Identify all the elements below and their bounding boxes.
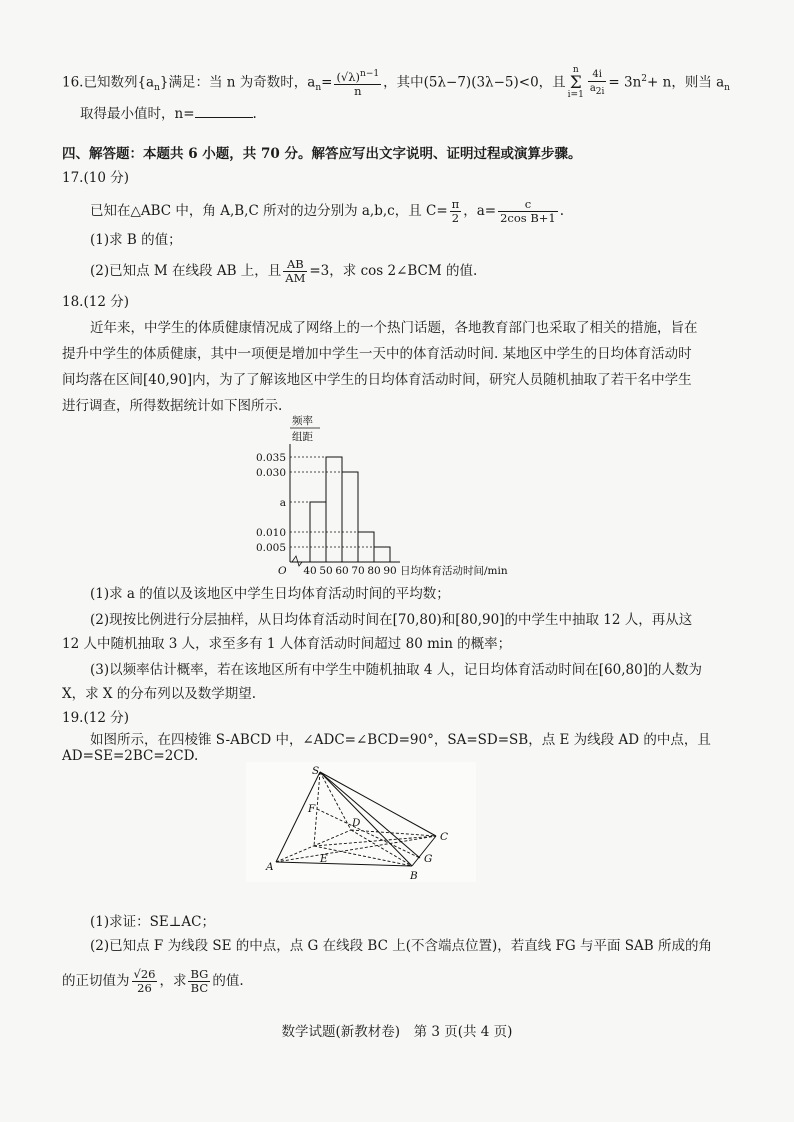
y-tick-label: 0.005	[255, 542, 286, 554]
x-tick-label: 60	[335, 565, 349, 577]
q18-para-2: 提升中学生的体质健康，其中一项便是增加中学生一天中的体育活动时间. 某地区中学生的日均体育活动时	[62, 346, 692, 362]
q18-part1: (1)求 a 的值以及该地区中学生日均体育活动时间的平均数；	[90, 586, 450, 602]
y-tick-label: 0.030	[255, 467, 286, 479]
vertex-label: G	[424, 853, 433, 865]
vertex-label: D	[352, 817, 361, 829]
diagonal-AC	[276, 836, 436, 862]
y-tick-label: 0.035	[255, 452, 286, 464]
vertex-label: C	[440, 831, 449, 843]
y-axis-label-top: 频率	[292, 415, 313, 427]
edge-SA	[276, 772, 320, 862]
histogram-bar	[374, 547, 390, 562]
q19-stem-1: 如图所示，在四棱锥 S-ABCD 中，∠ADC=∠BCD=90°，SA=SD=SB，点 E 为线段 AD 的中点，且	[90, 732, 711, 748]
q18-para-1: 近年来，中学生的体质健康情况成了网络上的一个热门话题，各地教育部门也采取了相关的措施，旨在	[90, 320, 698, 336]
q18-part2b: 12 人中随机抽取 3 人，求至多有 1 人体育活动时间超过 80 min 的概率；	[62, 636, 512, 652]
histogram-bar	[326, 457, 342, 562]
q19-title: 19.(12 分)	[62, 710, 129, 726]
segment-EB	[314, 846, 412, 866]
q17-part1: (1)求 B 的值；	[90, 232, 182, 248]
q16-line1: 16.已知数列$\{a_n\}$满足：当 n 为奇数时，$a_n=$ $\frac{(√\lambda)^{n-1}}{n}$ ，其中(5λ−7)(3λ−5)<0，且n Σ i=1 $\frac{4i}{a_{2i}}$ = $3n^2+ n$，则当 $a_n$	[62, 65, 730, 100]
q19-part2a: (2)已知点 F 为线段 SE 的中点，点 G 在线段 BC 上(不含端点位置)，若直线 FG 与平面 SAB 所成的角	[90, 938, 712, 954]
answer-blank	[195, 105, 253, 118]
q18-part3a: (3)以频率估计概率，若在该地区所有中学生中随机抽取 4 人，记日均体育活动时间在[60,80]的人数为	[90, 662, 702, 678]
q19-part1: (1)求证：SE⊥AC；	[90, 914, 216, 930]
q16-line2: 取得最小值时，n= .	[80, 106, 257, 122]
section-heading: 四、解答题：本题共 6 小题，共 70 分。解答应写出文字说明、证明过程或演算步骤。	[62, 146, 582, 162]
q16-sum-fraction: $\frac{4i}{a_{2i}}$	[589, 68, 605, 97]
axis-break	[292, 556, 302, 566]
q16-fraction: $\frac{(√\lambda)^{n-1}}{n}$	[336, 69, 380, 98]
q16-summation: n Σ i=1	[567, 65, 584, 100]
y-axis-label-bottom: 组距	[292, 431, 313, 443]
x-tick-label: 70	[351, 565, 365, 577]
y-tick-label: a	[279, 497, 286, 509]
page-footer: 数学试题(新教材卷) 第 3 页(共 4 页)	[281, 1024, 513, 1040]
vertex-label: F	[308, 803, 316, 815]
q17-part2: (2)已知点 M 在线段 AB 上，且 $\frac{AB}{AM}$ =3，求 cos 2∠BCM 的值.	[90, 257, 478, 285]
origin-label: O	[278, 565, 287, 577]
y-tick-label: 0.010	[255, 527, 286, 539]
q19-part2b: 的正切值为 $\frac{√26}{26}$ ，求 $\frac{BG}{BC}$ 的值.	[62, 967, 244, 995]
pyramid-figure	[246, 762, 476, 882]
q18-title: 18.(12 分)	[62, 294, 129, 310]
edge-AB	[276, 862, 412, 866]
x-tick-label: 80	[367, 565, 381, 577]
x-tick-label: 40	[303, 565, 317, 577]
x-tick-label: 90	[383, 565, 397, 577]
vertex-label: S	[312, 765, 320, 777]
x-axis-label: 日均体育活动时间/min	[400, 565, 508, 577]
q17-title: 17.(10 分)	[62, 170, 129, 186]
edge-AD	[276, 830, 351, 862]
q19-stem-2: AD=SE=2BC=2CD.	[62, 748, 199, 764]
segment-SG	[320, 772, 420, 858]
histogram-chart	[244, 410, 564, 580]
vertex-label: E	[320, 853, 328, 865]
q17-stem: 已知在△ABC 中，角 A,B,C 所对的边分别为 a,b,c，且 C= $\frac{\pi}{2}$ ，a= $\frac{c}{\text{2cos B+1}}$ .	[90, 197, 565, 225]
histogram-bar	[342, 472, 358, 562]
edge-SB	[320, 772, 412, 866]
q18-para-3: 间均落在区间[40,90]内，为了了解该地区中学生的日均体育活动时间，研究人员随机抽取了若干名中学生	[62, 372, 692, 388]
histogram-marks	[256, 444, 508, 577]
vertex-label: A	[266, 861, 274, 873]
vertex-label: B	[410, 870, 418, 882]
x-tick-label: 50	[319, 565, 333, 577]
q18-part3b: X，求 X 的分布列以及数学期望.	[62, 686, 257, 702]
q18-para-4: 进行调查，所得数据统计如下图所示.	[62, 398, 283, 414]
q18-part2a: (2)现按比例进行分层抽样，从日均体育活动时间在[70,80)和[80,90]的中学生中抽取 12 人，再从这	[90, 612, 693, 628]
segment-FG	[317, 809, 420, 858]
